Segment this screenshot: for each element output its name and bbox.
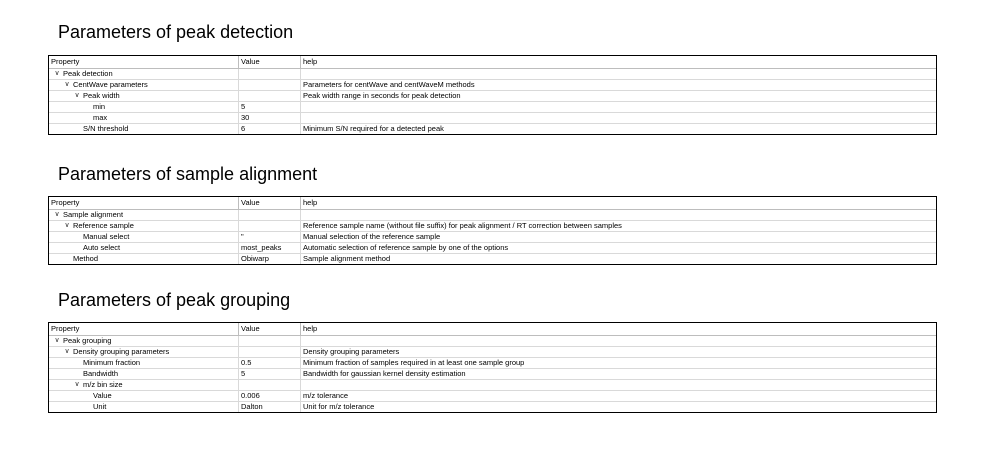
property-help: Bandwidth for gaussian kernel density estimation	[303, 369, 466, 378]
table-row[interactable]	[49, 402, 936, 412]
table-row[interactable]	[49, 113, 936, 124]
property-value[interactable]: 0.5	[239, 358, 301, 368]
header-help[interactable]: help	[303, 198, 318, 207]
property-value	[239, 336, 301, 346]
table-row[interactable]	[49, 221, 936, 232]
property-help: Peak width range in seconds for peak detection	[303, 91, 461, 100]
property-help: m/z tolerance	[303, 391, 349, 400]
property-value	[239, 91, 301, 101]
table-row[interactable]	[49, 369, 936, 380]
property-name: S/N threshold	[83, 124, 129, 133]
property-name: Auto select	[83, 243, 121, 252]
table-row[interactable]	[49, 347, 936, 358]
header-property[interactable]: Property	[49, 323, 239, 335]
property-help: Minimum S/N required for a detected peak	[303, 124, 444, 133]
table-row[interactable]	[49, 391, 936, 402]
table-row[interactable]	[49, 336, 936, 347]
header-value[interactable]: Value	[239, 197, 301, 209]
property-grid-peak-detection	[48, 55, 937, 135]
header-value[interactable]: Value	[239, 56, 301, 68]
chevron-down-icon[interactable]: ∨	[54, 70, 60, 77]
property-value	[239, 80, 301, 90]
property-name: min	[93, 102, 106, 111]
chevron-down-icon[interactable]: ∨	[64, 222, 70, 229]
header-property[interactable]: Property	[49, 197, 239, 209]
chevron-down-icon[interactable]: ∨	[54, 337, 60, 344]
property-value[interactable]: 0.006	[239, 391, 301, 401]
property-help	[301, 210, 936, 220]
property-name: Peak detection	[63, 69, 113, 78]
chevron-down-icon[interactable]: ∨	[74, 381, 80, 388]
property-help: Unit for m/z tolerance	[303, 402, 375, 411]
property-value[interactable]: 5	[239, 102, 301, 112]
grid-header	[49, 323, 936, 336]
property-name: Density grouping parameters	[73, 347, 170, 356]
property-help	[301, 102, 936, 112]
grid-header	[49, 56, 936, 69]
table-row[interactable]	[49, 232, 936, 243]
property-value	[239, 347, 301, 357]
property-value[interactable]: 30	[239, 113, 301, 123]
property-value[interactable]: Dalton	[239, 402, 301, 412]
table-row[interactable]	[49, 243, 936, 254]
section-title-peak-grouping: Parameters of peak grouping	[58, 290, 291, 310]
chevron-down-icon[interactable]: ∨	[54, 211, 60, 218]
table-row[interactable]	[49, 380, 936, 391]
table-row[interactable]	[49, 102, 936, 113]
property-name: Method	[73, 254, 99, 263]
table-row[interactable]	[49, 80, 936, 91]
table-row[interactable]	[49, 124, 936, 134]
grid-header	[49, 197, 936, 210]
property-help	[301, 113, 936, 123]
section-title-sample-alignment: Parameters of sample alignment	[58, 164, 318, 184]
property-help: Manual selection of the reference sample	[303, 232, 441, 241]
property-name: Unit	[93, 402, 107, 411]
property-help: Parameters for centWave and centWaveM methods	[303, 80, 475, 89]
property-value[interactable]: 6	[239, 124, 301, 134]
property-value	[239, 221, 301, 231]
property-name: Bandwidth	[83, 369, 119, 378]
property-name: Peak grouping	[63, 336, 112, 345]
property-value	[239, 210, 301, 220]
property-value[interactable]: 5	[239, 369, 301, 379]
table-row[interactable]	[49, 358, 936, 369]
chevron-down-icon[interactable]: ∨	[64, 81, 70, 88]
property-name: Value	[93, 391, 112, 400]
property-name: CentWave parameters	[73, 80, 148, 89]
property-value[interactable]: "	[239, 232, 301, 242]
table-row[interactable]	[49, 210, 936, 221]
header-property[interactable]: Property	[49, 56, 239, 68]
property-help: Sample alignment method	[303, 254, 391, 263]
header-value[interactable]: Value	[239, 323, 301, 335]
property-name: Manual select	[83, 232, 130, 241]
property-value	[239, 69, 301, 79]
chevron-down-icon[interactable]: ∨	[64, 348, 70, 355]
property-help: Automatic selection of reference sample by one of the options	[303, 243, 509, 252]
chevron-down-icon[interactable]: ∨	[74, 92, 80, 99]
section-title-peak-detection: Parameters of peak detection	[58, 22, 294, 42]
property-name: Minimum fraction	[83, 358, 141, 367]
header-help[interactable]: help	[303, 57, 318, 66]
property-help: Density grouping parameters	[303, 347, 400, 356]
header-help[interactable]: help	[303, 324, 318, 333]
property-name: max	[93, 113, 108, 122]
property-grid-peak-grouping	[48, 322, 937, 413]
property-name: Reference sample	[73, 221, 134, 230]
property-help: Reference sample name (without file suffix) for peak alignment / RT correction between samples	[303, 221, 622, 230]
property-help	[301, 336, 936, 346]
property-help	[301, 380, 936, 390]
property-value[interactable]: most_peaks	[239, 243, 301, 253]
property-value	[239, 380, 301, 390]
table-row[interactable]	[49, 91, 936, 102]
property-value[interactable]: Obiwarp	[239, 254, 301, 264]
property-grid-sample-alignment	[48, 196, 937, 265]
property-help: Minimum fraction of samples required in at least one sample group	[303, 358, 525, 367]
property-name: Sample alignment	[63, 210, 124, 219]
property-name: m/z bin size	[83, 380, 123, 389]
table-row[interactable]	[49, 254, 936, 264]
property-help	[301, 69, 936, 79]
table-row[interactable]	[49, 69, 936, 80]
property-name: Peak width	[83, 91, 120, 100]
